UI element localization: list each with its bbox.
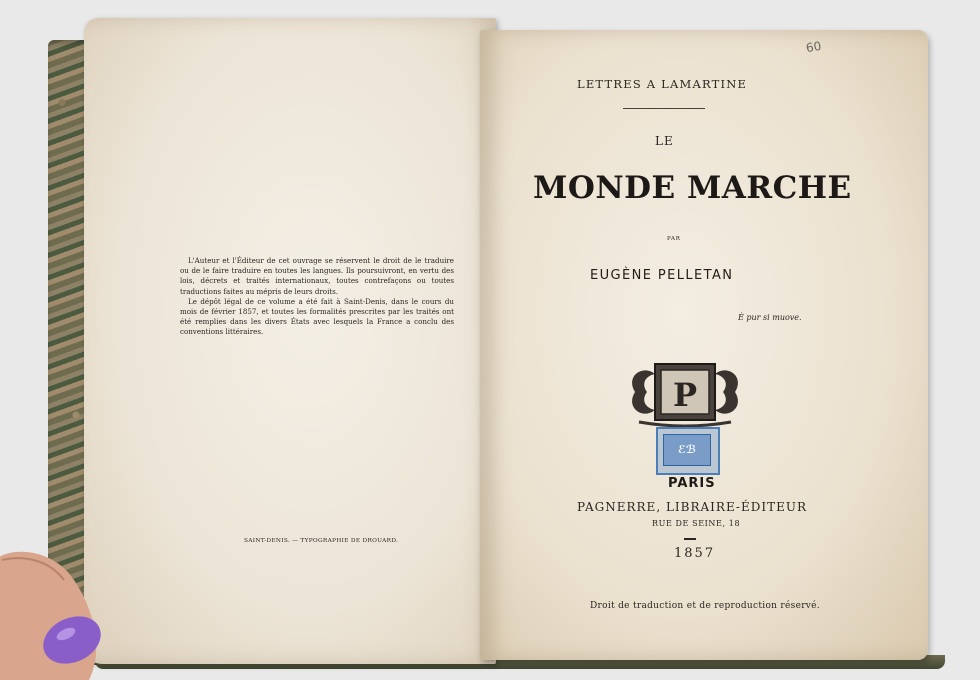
- publisher-name: PAGNERRE, LIBRAIRE-ÉDITEUR: [577, 500, 808, 514]
- epigraph: È pur si muove.: [738, 313, 802, 322]
- left-page: [84, 18, 496, 664]
- book-title: MONDE MARCHE: [533, 170, 852, 206]
- series-title: LETTRES A LAMARTINE: [577, 77, 748, 91]
- divider-rule: [623, 108, 705, 109]
- notice-paragraph-1: L'Auteur et l'Éditeur de cet ouvrage se réservent le droit de le traduire ou de le faire traduire en toutes les langues. Ils poursuivront, en vertu des lois, décrets et traités internationaux, toutes contrefaçons ou toutes traductions faites au mépris de leurs droits.: [180, 256, 454, 296]
- title-article: LE: [655, 134, 674, 148]
- notice-paragraph-2: Le dépôt légal de ce volume a été fait à Saint-Denis, dans le cours du mois de février 1857, et toutes les formalités prescrites par les traités ont été remplies dans les divers États avec lesquels la France a conclu des conventions littéraires.: [180, 296, 454, 337]
- printer-line: SAINT-DENIS. — TYPOGRAPHIE DE DROUARD.: [244, 538, 399, 544]
- author-name: EUGÈNE PELLETAN: [590, 268, 734, 283]
- pencil-mark: 60: [804, 38, 823, 56]
- year-dash: [684, 538, 696, 540]
- by-line: PAR: [667, 236, 681, 242]
- title-page: [480, 30, 928, 660]
- stamp-monogram: ℰℬ: [663, 434, 711, 466]
- logo-letter: P: [672, 376, 698, 414]
- blue-library-stamp-icon: [656, 427, 720, 475]
- publication-city: PARIS: [668, 476, 716, 491]
- ornamental-p-logo-icon: [625, 356, 745, 428]
- holding-hand: [0, 540, 114, 680]
- copyright-notice: [180, 256, 454, 338]
- publisher-address: RUE DE SEINE, 18: [652, 519, 741, 528]
- rights-statement: Droit de traduction et de reproduction réservé.: [590, 601, 820, 611]
- publication-year: 1857: [674, 546, 716, 561]
